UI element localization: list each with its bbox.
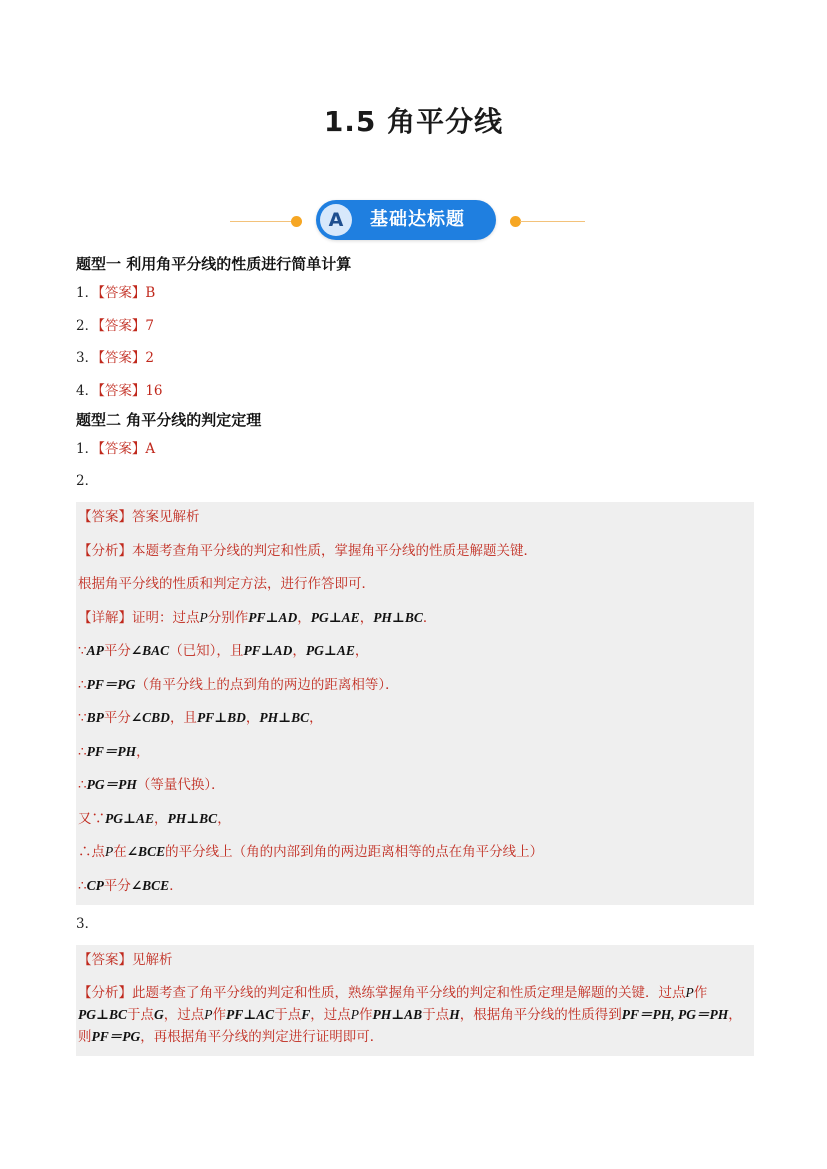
proof-text: ∴ <box>78 743 87 760</box>
proof-text: 在 <box>113 844 127 860</box>
analysis-text: 根据角平分线的性质和判定方法，进行作答即可． <box>78 576 375 592</box>
document-body <box>76 252 754 1064</box>
proof-text: ， <box>309 710 323 726</box>
proof-text: 平分 <box>103 710 131 726</box>
math-expr: ∠CBD <box>130 710 170 725</box>
banner-label: 基础达标题 <box>370 209 465 230</box>
proof-text: ∴ <box>78 676 87 693</box>
math-expr: PG⊥AE <box>105 810 154 826</box>
section-banner <box>230 200 585 240</box>
math-point: H <box>449 1007 460 1022</box>
question-number: 3． <box>76 350 99 366</box>
answer-item <box>76 347 754 369</box>
analysis-text: 作 <box>693 985 708 1001</box>
proof-text: 平分 <box>103 643 131 659</box>
analysis-text: 作 <box>358 1007 373 1023</box>
analysis-text: ，过点 <box>163 1007 205 1023</box>
analysis-paragraph <box>78 982 750 1048</box>
proof-text: ，且 <box>169 710 197 726</box>
proof-line <box>78 741 750 763</box>
math-expr: PG⊥BC <box>78 1007 127 1022</box>
math-expr: PH⊥AB <box>372 1007 423 1022</box>
solution-box-2 <box>76 502 754 905</box>
solution-box-3 <box>76 945 754 1057</box>
proof-text: ， <box>153 810 168 827</box>
proof-line <box>78 808 750 830</box>
math-expr: PH⊥BC <box>167 810 218 826</box>
math-expr: PF⊥AD <box>243 643 293 658</box>
math-expr: AP <box>86 643 104 658</box>
answer-value: 7 <box>145 317 154 334</box>
analysis-text: 作 <box>212 1007 226 1023</box>
proof-line <box>78 674 750 696</box>
proof-line <box>78 875 750 897</box>
answer-item <box>76 438 754 460</box>
proof-line <box>78 841 750 863</box>
proof-text: ， <box>292 643 306 659</box>
proof-text: 平分 <box>103 877 131 894</box>
answer-value: A <box>145 440 156 457</box>
answer-tag: 【答案】 <box>98 317 146 334</box>
math-expr: PF⊥AD <box>248 609 298 625</box>
math-expr: PF＝PH <box>86 743 137 759</box>
answer-item <box>76 282 754 304</box>
answer-item <box>76 380 754 402</box>
proof-text: ， <box>359 609 374 626</box>
math-expr: CP <box>86 877 104 893</box>
math-expr: ∠BCE <box>126 844 166 859</box>
math-point: G <box>153 1007 164 1022</box>
analysis-text: 于点 <box>126 1007 154 1023</box>
proof-text: ， <box>217 810 231 827</box>
proof-line <box>78 640 750 662</box>
math-expr: PF⊥BD <box>196 710 246 725</box>
math-expr: PF⊥AC <box>225 1007 275 1022</box>
proof-text: ． <box>169 877 183 894</box>
math-point: P <box>685 985 694 1000</box>
math-expr: PH⊥BC <box>259 710 310 725</box>
proof-text: ， <box>354 643 369 659</box>
banner-left-dot <box>291 216 302 227</box>
proof-text: ∴点 <box>78 844 105 860</box>
math-point: P <box>204 1007 213 1022</box>
math-expr: PF＝PH, PG＝PH <box>621 1007 729 1022</box>
proof-text: ． <box>422 609 437 626</box>
question-number: 1． <box>76 285 99 301</box>
analysis-text: 【分析】此题考查了角平分线的判定和性质，熟练掌握角平分线的判定和性质定理是解题的关键．过点 <box>78 985 686 1001</box>
banner-pill <box>316 200 496 240</box>
question-number-2: 2． <box>76 473 99 489</box>
banner-left-line <box>230 221 292 222</box>
math-expr: ∠BAC <box>130 643 170 658</box>
proof-text: 分别作 <box>207 609 249 626</box>
analysis-text: ，过点 <box>310 1007 351 1023</box>
proof-text: 【详解】证明：过点 <box>78 609 200 626</box>
analysis-text: 【分析】本题考查角平分线的判定和性质，掌握角平分线的性质是解题关键． <box>78 542 537 559</box>
math-point: P <box>105 844 114 859</box>
analysis-text: ，根据角平分线的性质得到 <box>459 1007 622 1023</box>
proof-text: ∵ <box>78 643 87 659</box>
math-expr: ∠BCE <box>130 877 170 893</box>
proof-text: ∴ <box>78 777 87 793</box>
proof-text: （角平分线上的点到角的两边的距离相等）． <box>135 676 399 693</box>
proof-line <box>78 774 750 796</box>
math-expr: PG⊥AE <box>310 609 360 625</box>
math-expr: PF＝PG <box>91 1029 141 1044</box>
section-heading-1: 题型一 利用角平分线的性质进行简单计算 <box>76 255 352 273</box>
math-expr: BP <box>86 710 104 725</box>
proof-line <box>78 607 750 629</box>
question-number: 4． <box>76 382 99 399</box>
analysis-text: 于点 <box>274 1007 302 1023</box>
answer-value: 16 <box>145 382 163 399</box>
question-number-3: 3． <box>76 915 99 932</box>
math-expr: PG＝PH <box>86 777 137 792</box>
analysis-text: ，则 <box>78 1007 742 1045</box>
question-number: 1． <box>76 440 99 457</box>
math-expr: PG⊥AE <box>305 643 355 658</box>
proof-text: ∵ <box>78 710 87 726</box>
answer-value: B <box>145 285 156 301</box>
page-title: 1.5 角平分线 <box>323 105 504 138</box>
answer-value: 2 <box>145 350 154 366</box>
analysis-text: ，再根据角平分线的判定进行证明即可． <box>140 1029 384 1045</box>
proof-text: ∴ <box>78 877 87 894</box>
math-expr: PH⊥BC <box>373 609 423 625</box>
proof-text: 又∵ <box>78 810 105 827</box>
answer-tag: 【答案】 <box>98 350 146 366</box>
proof-text: （等量代换）． <box>136 777 225 793</box>
proof-text: ， <box>136 743 150 760</box>
answer-text: 【答案】答案见解析 <box>78 509 200 525</box>
answer-item <box>76 315 754 337</box>
math-point: P <box>199 609 208 625</box>
banner-letter: A <box>320 204 352 236</box>
proof-text: 的平分线上（角的内部到角的两边距离相等的点在角平分线上） <box>165 844 544 860</box>
proof-text: ， <box>245 710 260 726</box>
answer-text: 【答案】见解析 <box>78 951 173 968</box>
answer-tag: 【答案】 <box>98 440 146 457</box>
answer-tag: 【答案】 <box>98 382 146 399</box>
proof-text: ， <box>297 609 311 626</box>
section-heading-2: 题型二 角平分线的判定定理 <box>76 410 262 429</box>
proof-text: （已知），且 <box>169 643 244 659</box>
math-point: P <box>350 1007 359 1022</box>
banner-right-line <box>520 221 585 222</box>
answer-tag: 【答案】 <box>98 285 146 301</box>
math-expr: PF＝PG <box>86 676 136 692</box>
question-number: 2． <box>76 317 99 334</box>
proof-line <box>78 707 750 729</box>
analysis-text: 于点 <box>422 1007 450 1023</box>
math-point: F <box>301 1007 311 1022</box>
